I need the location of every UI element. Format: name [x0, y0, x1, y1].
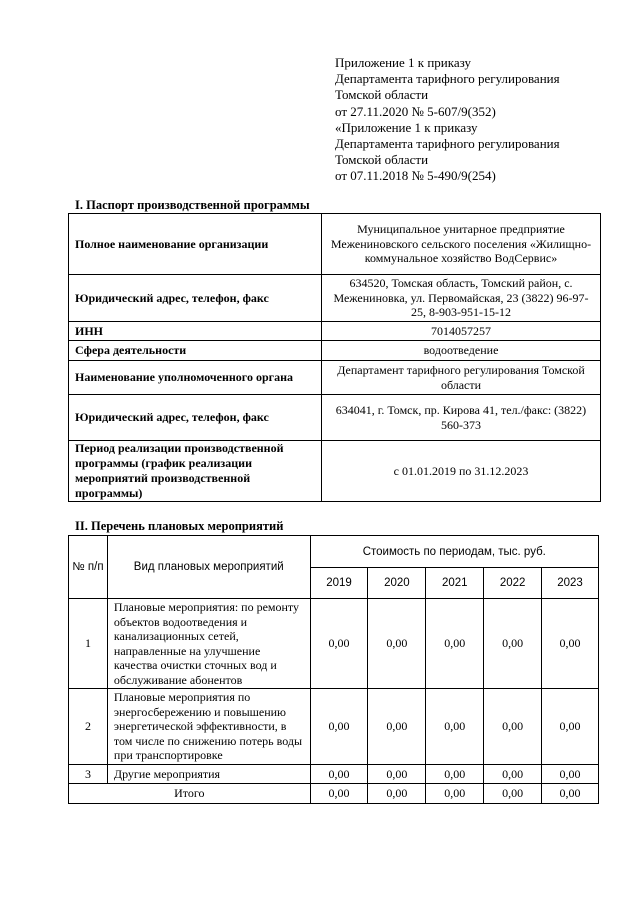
order-header: [335, 55, 625, 185]
table-row: [69, 361, 601, 395]
cost-cell: 0,00: [484, 765, 542, 784]
year-header: 2022: [484, 568, 542, 599]
cost-cell: 0,00: [542, 765, 599, 784]
year-header: 2023: [542, 568, 599, 599]
column-header-cost: Стоимость по периодам, тыс. руб.: [310, 536, 598, 568]
passport-value: Департамент тарифного регулирования Томской области: [322, 361, 601, 395]
cost-cell: 0,00: [368, 599, 426, 689]
header-line: Департамента тарифного регулирования: [335, 71, 560, 87]
table-header-row: [69, 536, 599, 568]
cost-cell: 0,00: [426, 765, 484, 784]
total-label: Итого: [69, 784, 311, 804]
total-cell: 0,00: [426, 784, 484, 804]
passport-value: 634041, г. Томск, пр. Кирова 41, тел./факс: (3822) 560-373: [322, 395, 601, 441]
header-line: Департамента тарифного регулирования: [335, 136, 560, 152]
header-line: от 27.11.2020 № 5-607/9(352): [335, 103, 496, 119]
passport-table: [68, 213, 601, 502]
header-line: Томской области: [335, 152, 429, 168]
row-number: 2: [69, 689, 108, 765]
row-name: Другие мероприятия: [107, 765, 310, 784]
total-cell: 0,00: [310, 784, 368, 804]
plan-title: II. Перечень плановых мероприятий: [75, 519, 284, 533]
header-line: от 07.11.2018 № 5-490/9(254): [335, 168, 496, 184]
table-row: [69, 275, 601, 322]
table-row: [69, 322, 601, 341]
passport-label: Наименование уполномоченного органа: [69, 361, 322, 395]
row-name: Плановые мероприятия по энергосбережению и повышению энергетической эффективности, в том числе по снижению потерь воды при транспортировке: [107, 689, 310, 765]
header-line: Томской области: [335, 87, 429, 103]
total-cell: 0,00: [368, 784, 426, 804]
passport-label: ИНН: [69, 322, 322, 341]
row-name: Плановые мероприятия: по ремонту объектов водоотведения и канализационных сетей, направленные на улучшение качества очистки сточных вод и обслуживание абонентов: [107, 599, 310, 689]
passport-value: водоотведение: [322, 341, 601, 361]
total-cell: 0,00: [542, 784, 599, 804]
passport-value: 7014057257: [322, 322, 601, 341]
table-row: [69, 765, 599, 784]
table-row: [69, 341, 601, 361]
cost-cell: 0,00: [310, 765, 368, 784]
cost-cell: 0,00: [368, 765, 426, 784]
table-total-row: [69, 784, 599, 804]
table-row: [69, 395, 601, 441]
column-header-name: Вид плановых мероприятий: [107, 536, 310, 599]
cost-cell: 0,00: [542, 689, 599, 765]
column-header-num: № п/п: [69, 536, 108, 599]
year-header: 2020: [368, 568, 426, 599]
row-number: 1: [69, 599, 108, 689]
cost-cell: 0,00: [542, 599, 599, 689]
passport-value: Муниципальное унитарное предприятие Межениновского сельского поселения «Жилищно-коммунальное хозяйство ВодСервис»: [322, 214, 601, 275]
passport-label: Юридический адрес, телефон, факс: [69, 275, 322, 322]
cost-cell: 0,00: [310, 689, 368, 765]
passport-value: с 01.01.2019 по 31.12.2023: [322, 441, 601, 502]
year-header: 2021: [426, 568, 484, 599]
table-row: [69, 441, 601, 502]
passport-label: Период реализации производственной программы (график реализации мероприятий производственной программы): [69, 441, 322, 502]
cost-cell: 0,00: [484, 599, 542, 689]
cost-cell: 0,00: [310, 599, 368, 689]
passport-value: 634520, Томская область, Томский район, с. Межениновка, ул. Первомайская, 23 (3822) 96-97-25, 8-903-951-15-12: [322, 275, 601, 322]
table-row: [69, 214, 601, 275]
passport-title: I. Паспорт производственной программы: [75, 198, 310, 212]
plan-table: [68, 535, 599, 804]
year-header: 2019: [310, 568, 368, 599]
total-cell: 0,00: [484, 784, 542, 804]
passport-label: Полное наименование организации: [69, 214, 322, 275]
row-number: 3: [69, 765, 108, 784]
passport-label: Сфера деятельности: [69, 341, 322, 361]
header-line: Приложение 1 к приказу: [335, 55, 472, 70]
cost-cell: 0,00: [426, 599, 484, 689]
table-row: [69, 689, 599, 765]
cost-cell: 0,00: [368, 689, 426, 765]
header-line: «Приложение 1 к приказу: [335, 119, 478, 135]
cost-cell: 0,00: [426, 689, 484, 765]
cost-cell: 0,00: [484, 689, 542, 765]
table-row: [69, 599, 599, 689]
passport-label: Юридический адрес, телефон, факс: [69, 395, 322, 441]
